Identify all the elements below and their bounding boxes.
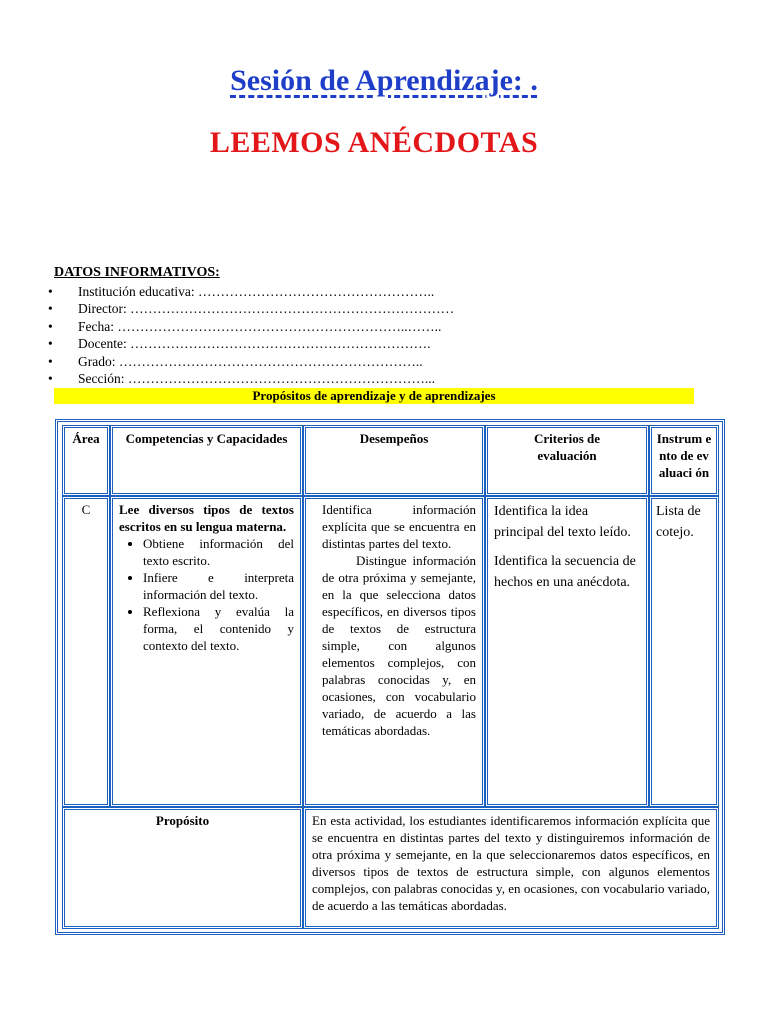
datos-item-grado: • Grado: ………………………………………………………….. [48, 353, 454, 370]
header-criterios: Criterios de evaluación [485, 425, 649, 496]
header-desempenos: Desempeños [303, 425, 485, 496]
datos-item-institucion: • Institución educativa: …………………………………………….. [48, 283, 454, 300]
competencia-title: Lee diversos tipos de textos escritos en su lengua materna. [119, 502, 294, 534]
datos-item-fecha: • Fecha: ………………………………………………………..…….. [48, 318, 454, 335]
capacidad-item: • Infiere e interpreta información del texto. [143, 569, 294, 603]
datos-item-seccion: • Sección: …………………………………………………………... [48, 370, 454, 387]
propositos-banner: Propósitos de aprendizaje y de aprendizajes [54, 388, 694, 404]
capacidad-item: • Obtiene información del texto escrito. [143, 535, 294, 569]
datos-list [48, 283, 454, 387]
proposito-text: En esta actividad, los estudiantes identificaremos información explícita que se encuentra en distintas partes del texto y distinguiremos información de otra próxima y semejante, en la que seleccionaremos datos específicos, en diversos tipos de textos de estructura simple, con algunos elementos complejos, con palabras conocidas y, en ocasiones, con vocabulario variado, de acuerdo a las temáticas abordadas. [303, 807, 719, 929]
cell-criterios [485, 496, 649, 807]
cell-competencias [110, 496, 303, 807]
header-area: Área [62, 425, 110, 496]
capacidad-item: • Reflexiona y evalúa la forma, el contenido y contexto del texto. [143, 603, 294, 654]
desempeno-1: Identifica información explícita que se encuentra en distintas partes del texto. [322, 502, 476, 551]
page-subtitle: LEEMOS ANÉCDOTAS [209, 126, 539, 159]
cell-instrumento: Lista de cotejo. [649, 496, 719, 807]
capacidades-list [119, 535, 294, 654]
desempeno-2: Distingue información de otra próxima y semejante, en la que selecciona datos específicos, en diversos tipos de textos de estructura simple, con algunos elementos complejos, con palabras conocidas y, en ocasiones, con vocabulario variado, de acuerdo a las temáticas abordadas. [322, 553, 476, 738]
criterio-2: Identifica la secuencia de hechos en una anécdota. [494, 554, 636, 590]
datos-item-director: • Director: ……………………………………………………………… [48, 300, 454, 317]
criterio-1: Identifica la idea principal del texto leído. [494, 504, 631, 540]
header-competencias: Competencias y Capacidades [110, 425, 303, 496]
header-instrumento: Instrum ento de evaluaci ón [649, 425, 719, 496]
cell-desempenos [303, 496, 485, 807]
page-title: Sesión de Aprendizaje: . [230, 64, 538, 97]
datos-heading: DATOS INFORMATIVOS: [54, 265, 220, 280]
proposito-label: Propósito [62, 807, 303, 929]
datos-item-docente: • Docente: …………………………………………………………. [48, 335, 454, 352]
cell-area: C [62, 496, 110, 807]
